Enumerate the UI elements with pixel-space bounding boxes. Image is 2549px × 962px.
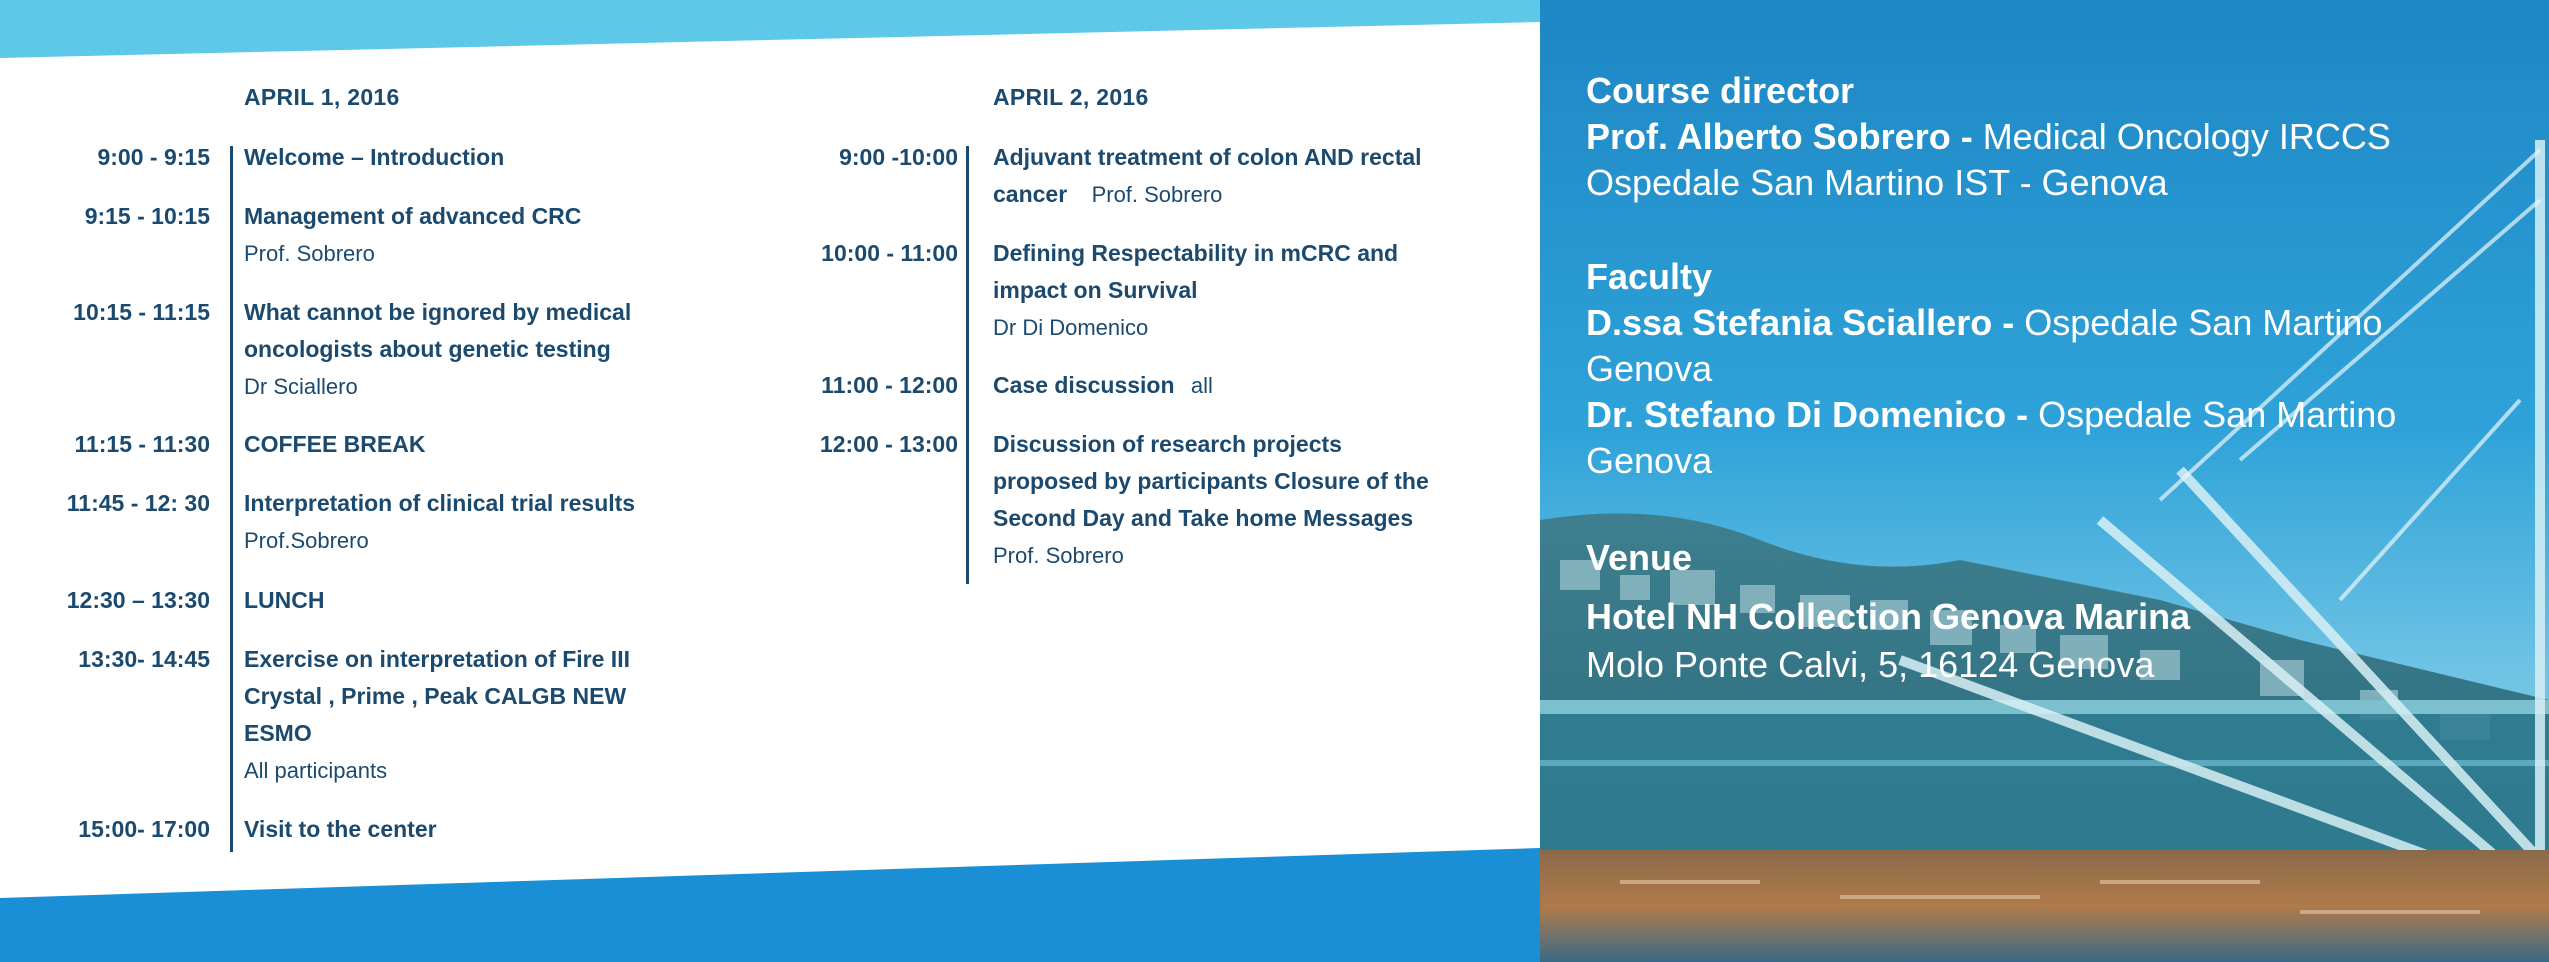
day2-divider [966, 146, 969, 584]
day1-title-7b: Crystal , Prime , Peak CALGB NEW [244, 683, 627, 709]
day1-speaker-3: Dr Sciallero [244, 374, 358, 399]
faculty-2-affil-1: Ospedale San Martino [2028, 394, 2397, 435]
director-name: Prof. Alberto Sobrero - [1586, 116, 1973, 157]
director-affil-2: Ospedale San Martino IST - Genova [1586, 162, 2168, 203]
day2-speaker-2: Dr Di Domenico [993, 315, 1149, 340]
faculty-2-line [1586, 392, 2396, 438]
director-affil-1: Medical Oncology IRCCS [1972, 116, 2391, 157]
day1-session-7 [244, 641, 630, 789]
day2-title-4a: Discussion of research projects [993, 431, 1342, 457]
day1-title-5: Interpretation of clinical trial results [244, 490, 636, 516]
day1-title-7c: ESMO [244, 720, 312, 746]
day1-speaker-5: Prof.Sobrero [244, 528, 369, 553]
day1-session-3 [244, 294, 631, 405]
day2-title-2a: Defining Respectability in mCRC and [993, 240, 1399, 266]
day1-title-4: COFFEE BREAK [244, 431, 426, 457]
day2-title-1a: Adjuvant treatment of colon AND rectal [993, 144, 1422, 170]
faculty-2-name: Dr. Stefano Di Domenico - [1586, 394, 2029, 435]
day1-time-1: 9:00 - 9:15 [97, 144, 210, 170]
day2-time-1: 9:00 -10:00 [839, 144, 958, 170]
day1-title-3b: oncologists about genetic testing [244, 336, 611, 362]
director-line-1 [1586, 114, 2391, 160]
day2-session-2 [993, 235, 1398, 346]
faculty-1-affil-1: Ospedale San Martino [2014, 302, 2383, 343]
day2-title-4c: Second Day and Take home Messages [993, 505, 1414, 531]
day2-time-2: 10:00 - 11:00 [821, 240, 958, 266]
day1-speaker-7: All participants [244, 758, 388, 783]
day1-time-6: 12:30 – 13:30 [66, 587, 210, 613]
day2-speaker-1: Prof. Sobrero [1091, 182, 1223, 207]
day1-title-8: Visit to the center [244, 816, 437, 842]
day1-time-4: 11:15 - 11:30 [74, 431, 210, 457]
day1-title-2: Management of advanced CRC [244, 203, 582, 229]
day2-title-4b: proposed by participants Closure of the [993, 468, 1429, 494]
day2-speaker-3: all [1190, 373, 1213, 398]
day1-time-8: 15:00- 17:00 [78, 816, 210, 842]
day2-title-3: Case discussion [993, 372, 1175, 398]
faculty-1-affil-2: Genova [1586, 348, 1713, 389]
day1-speaker-2: Prof. Sobrero [244, 241, 375, 266]
day2-time-4: 12:00 - 13:00 [819, 431, 958, 457]
venue-name: Hotel NH Collection Genova Marina [1586, 596, 2191, 637]
day1-time-2: 9:15 - 10:15 [84, 203, 210, 229]
top-decor-band [0, 0, 1540, 60]
info-panel [1540, 0, 2549, 962]
faculty-1-line [1586, 300, 2382, 346]
day2-session-3 [993, 367, 1213, 404]
day1-session-5 [244, 485, 635, 559]
day1-title-7a: Exercise on interpretation of Fire III [244, 646, 630, 672]
day1-date: APRIL 1, 2016 [244, 84, 400, 110]
day1-time-5: 11:45 - 12: 30 [66, 490, 210, 516]
day2-date: APRIL 2, 2016 [993, 84, 1149, 110]
day1-time-7: 13:30- 14:45 [78, 646, 210, 672]
day2-title-2b: impact on Survival [993, 277, 1198, 303]
venue-address: Molo Ponte Calvi, 5, 16124 Genova [1586, 644, 2155, 685]
faculty-2-affil-2: Genova [1586, 440, 1713, 481]
day2-speaker-4: Prof. Sobrero [993, 543, 1124, 568]
faculty-heading: Faculty [1586, 256, 1713, 297]
bottom-decor-band [0, 840, 1540, 962]
day2-time-3: 11:00 - 12:00 [821, 372, 958, 398]
venue-heading: Venue [1586, 537, 1693, 578]
day1-title-3a: What cannot be ignored by medical [244, 299, 632, 325]
faculty-1-name: D.ssa Stefania Sciallero - [1586, 302, 2015, 343]
course-director-heading: Course director [1586, 70, 1855, 111]
day2-session-1 [993, 139, 1422, 213]
day1-title-1: Welcome – Introduction [244, 144, 505, 170]
day1-title-6: LUNCH [244, 587, 325, 613]
day1-divider [230, 146, 233, 852]
day1-time-3: 10:15 - 11:15 [73, 299, 210, 325]
day2-title-1b: cancer [993, 181, 1068, 207]
day1-session-2 [244, 198, 581, 272]
day2-session-4 [993, 426, 1429, 574]
